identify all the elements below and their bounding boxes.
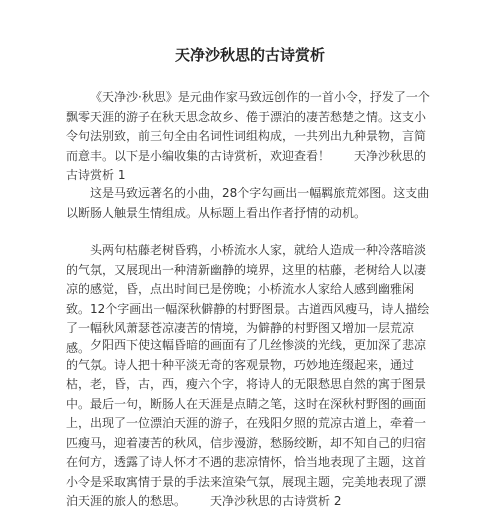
paragraph-sunset bbox=[66, 336, 436, 512]
section-heading-1: 天净沙秋思的古诗赏析 1 bbox=[66, 148, 427, 182]
paragraph-text: 《天净沙·秋思》是元曲作家马致远创作的一首小令，抒发了一个飘零天涯的游子在秋天思念故乡、倦于漂泊的凄苦愁楚之情。这支小令句法别致，前三句全由名词性词组构成，一共列出九种景物，言简而意丰。以下是小编收集的古诗赏析，欢迎查看！ bbox=[66, 90, 430, 163]
paragraph-text: 夕阳西下使这幅昏暗的画面有了几丝惨淡的光线，更加深了悲凉的气氛。诗人把十种平淡无奇的客观景物，巧妙地连缀起来，通过枯，老，昏，古，西，瘦六个字，将诗人的无限愁思自然的寓于图景中。最后一句，断肠人在天涯是点睛之笔，这时在深秋村野图的画面上，出现了一位漂泊天涯的游子，在残阳夕照的荒凉古道上，牵着一匹瘦马，迎着凄苦的秋风，信步漫游，愁肠绞断，却不知自己的归宿在何方，透露了诗人怀才不遇的悲凉情怀，恰当地表现了主题，这首小令是采取寓情于景的手法来渲染气氛，展现主题，完美地表现了漂泊天涯的旅人的愁思。 bbox=[66, 338, 427, 508]
paragraph-text: 头两句枯藤老树昏鸦，小桥流水人家，就给人造成一种冷落暗淡的气氛，又展现出一种清新幽静的境界，这里的枯藤，老树给人以凄凉的感觉，昏，点出时间已是傍晚；小桥流水人家给人感到幽雅闲致。12个字画出一幅深秋僻静的村野图景。古道西风瘦马，诗人描绘了一幅秋风萧瑟苍凉凄苦的情境，为僻静的村野图又增加一层荒凉感。 bbox=[66, 243, 430, 355]
paragraph-overview bbox=[66, 184, 436, 223]
article-title: 天净沙秋思的古诗赏析 bbox=[174, 46, 325, 64]
section-heading-2: 天净沙秋思的古诗赏析 2 bbox=[210, 494, 342, 508]
paragraph-intro bbox=[66, 88, 436, 186]
paragraph-text: 这是马致远著名的小曲，28个字勾画出一幅羁旅荒郊图。这支曲以断肠人触景生情组成。从标题上看出作者抒情的动机。 bbox=[66, 186, 430, 220]
